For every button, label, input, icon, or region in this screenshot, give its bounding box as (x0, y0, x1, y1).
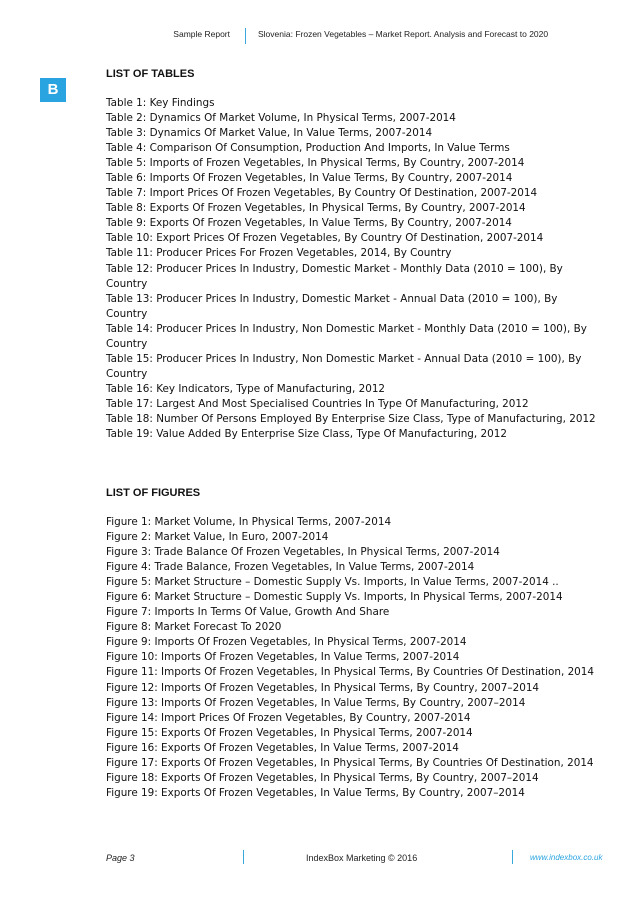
table-list-item[interactable]: Table 10: Export Prices Of Frozen Vegetables, By Country Of Destination, 2007-2014 (106, 232, 544, 245)
table-list-item[interactable]: Table 3: Dynamics Of Market Value, In Value Terms, 2007-2014 (106, 127, 433, 140)
figure-list-item[interactable]: Figure 15: Exports Of Frozen Vegetables, In Physical Terms, 2007-2014 (106, 726, 473, 739)
footer-page-number: Page 3 (106, 853, 135, 863)
tables-list (106, 96, 598, 442)
table-list-item[interactable]: Table 1: Key Findings (106, 97, 215, 109)
table-list-item[interactable]: Table 14: Producer Prices In Industry, Non Domestic Market - Monthly Data (2010 = 100), By Country (106, 322, 587, 350)
figure-list-item[interactable]: Figure 2: Market Value, In Euro, 2007-2014 (106, 531, 329, 544)
brand-logo: B (40, 78, 66, 102)
figures-list (106, 515, 598, 801)
table-list-item[interactable]: Table 17: Largest And Most Specialised Countries In Type Of Manufacturing, 2012 (106, 397, 529, 410)
figure-list-item[interactable]: Figure 10: Imports Of Frozen Vegetables, In Value Terms, 2007-2014 (106, 651, 460, 664)
list-of-figures-title: LIST OF FIGURES (106, 487, 201, 499)
figure-list-item[interactable]: Figure 1: Market Volume, In Physical Terms, 2007-2014 (106, 516, 392, 528)
figure-list-item[interactable]: Figure 4: Trade Balance, Frozen Vegetables, In Value Terms, 2007-2014 (106, 561, 475, 574)
table-list-item[interactable]: Table 12: Producer Prices In Industry, Domestic Market - Monthly Data (2010 = 100), By Country (106, 262, 563, 290)
footer-website-link[interactable]: www.indexbox.co.uk (530, 853, 603, 862)
figure-list-item[interactable]: Figure 5: Market Structure – Domestic Supply Vs. Imports, In Value Terms, 2007-2014 .. (106, 576, 559, 589)
figure-list-item[interactable]: Figure 3: Trade Balance Of Frozen Vegetables, In Physical Terms, 2007-2014 (106, 546, 500, 559)
figure-list-item[interactable]: Figure 7: Imports In Terms Of Value, Growth And Share (106, 606, 390, 619)
figure-list-item[interactable]: Figure 8: Market Forecast To 2020 (106, 621, 282, 634)
table-list-item[interactable]: Table 15: Producer Prices In Industry, Non Domestic Market - Annual Data (2010 = 100), By Country (106, 352, 582, 380)
figure-list-item[interactable]: Figure 9: Imports Of Frozen Vegetables, In Physical Terms, 2007-2014 (106, 636, 467, 649)
figure-list-item[interactable]: Figure 12: Imports Of Frozen Vegetables, In Physical Terms, By Country, 2007–2014 (106, 681, 540, 694)
figure-list-item[interactable]: Figure 6: Market Structure – Domestic Supply Vs. Imports, In Physical Terms, 2007-2014 (106, 591, 563, 604)
list-of-tables-title: LIST OF TABLES (106, 68, 195, 80)
footer-divider-left (243, 850, 244, 864)
figure-list-item[interactable]: Figure 11: Imports Of Frozen Vegetables, In Physical Terms, By Countries Of Destination, 2014 (106, 666, 595, 679)
figure-list-item[interactable]: Figure 17: Exports Of Frozen Vegetables, In Physical Terms, By Countries Of Destination, 2014 (106, 756, 594, 769)
table-list-item[interactable]: Table 9: Exports Of Frozen Vegetables, In Value Terms, By Country, 2007-2014 (106, 217, 512, 230)
figure-list-item[interactable]: Figure 14: Import Prices Of Frozen Vegetables, By Country, 2007-2014 (106, 711, 471, 724)
header-divider (245, 28, 246, 44)
table-list-item[interactable]: Table 18: Number Of Persons Employed By Enterprise Size Class, Type of Manufacturing, 2012 (106, 412, 596, 425)
figure-list-item[interactable]: Figure 16: Exports Of Frozen Vegetables, In Value Terms, 2007-2014 (106, 741, 459, 754)
footer-divider-right (512, 850, 513, 864)
table-list-item[interactable]: Table 19: Value Added By Enterprise Size Class, Type Of Manufacturing, 2012 (106, 428, 507, 441)
table-list-item[interactable]: Table 2: Dynamics Of Market Volume, In Physical Terms, 2007-2014 (106, 112, 456, 125)
table-list-item[interactable]: Table 16: Key Indicators, Type of Manufacturing, 2012 (106, 382, 386, 395)
figure-list-item[interactable]: Figure 19: Exports Of Frozen Vegetables, In Value Terms, By Country, 2007–2014 (106, 786, 525, 799)
footer-copyright: IndexBox Marketing © 2016 (306, 853, 418, 863)
table-list-item[interactable]: Table 5: Imports of Frozen Vegetables, In Physical Terms, By Country, 2007-2014 (106, 157, 525, 170)
header-left-label: Sample Report (173, 29, 230, 39)
figure-list-item[interactable]: Figure 18: Exports Of Frozen Vegetables, In Physical Terms, By Country, 2007–2014 (106, 771, 539, 784)
table-list-item[interactable]: Table 13: Producer Prices In Industry, Domestic Market - Annual Data (2010 = 100), By Country (106, 292, 558, 320)
table-list-item[interactable]: Table 6: Imports Of Frozen Vegetables, In Value Terms, By Country, 2007-2014 (106, 172, 513, 185)
figure-list-item[interactable]: Figure 13: Imports Of Frozen Vegetables, In Value Terms, By Country, 2007–2014 (106, 696, 526, 709)
table-list-item[interactable]: Table 8: Exports Of Frozen Vegetables, In Physical Terms, By Country, 2007-2014 (106, 202, 526, 215)
table-list-item[interactable]: Table 4: Comparison Of Consumption, Production And Imports, In Value Terms (106, 142, 510, 155)
header-report-title: Slovenia: Frozen Vegetables – Market Report. Analysis and Forecast to 2020 (258, 29, 549, 39)
table-list-item[interactable]: Table 7: Import Prices Of Frozen Vegetables, By Country Of Destination, 2007-2014 (106, 187, 538, 200)
table-list-item[interactable]: Table 11: Producer Prices For Frozen Vegetables, 2014, By Country (106, 247, 452, 260)
